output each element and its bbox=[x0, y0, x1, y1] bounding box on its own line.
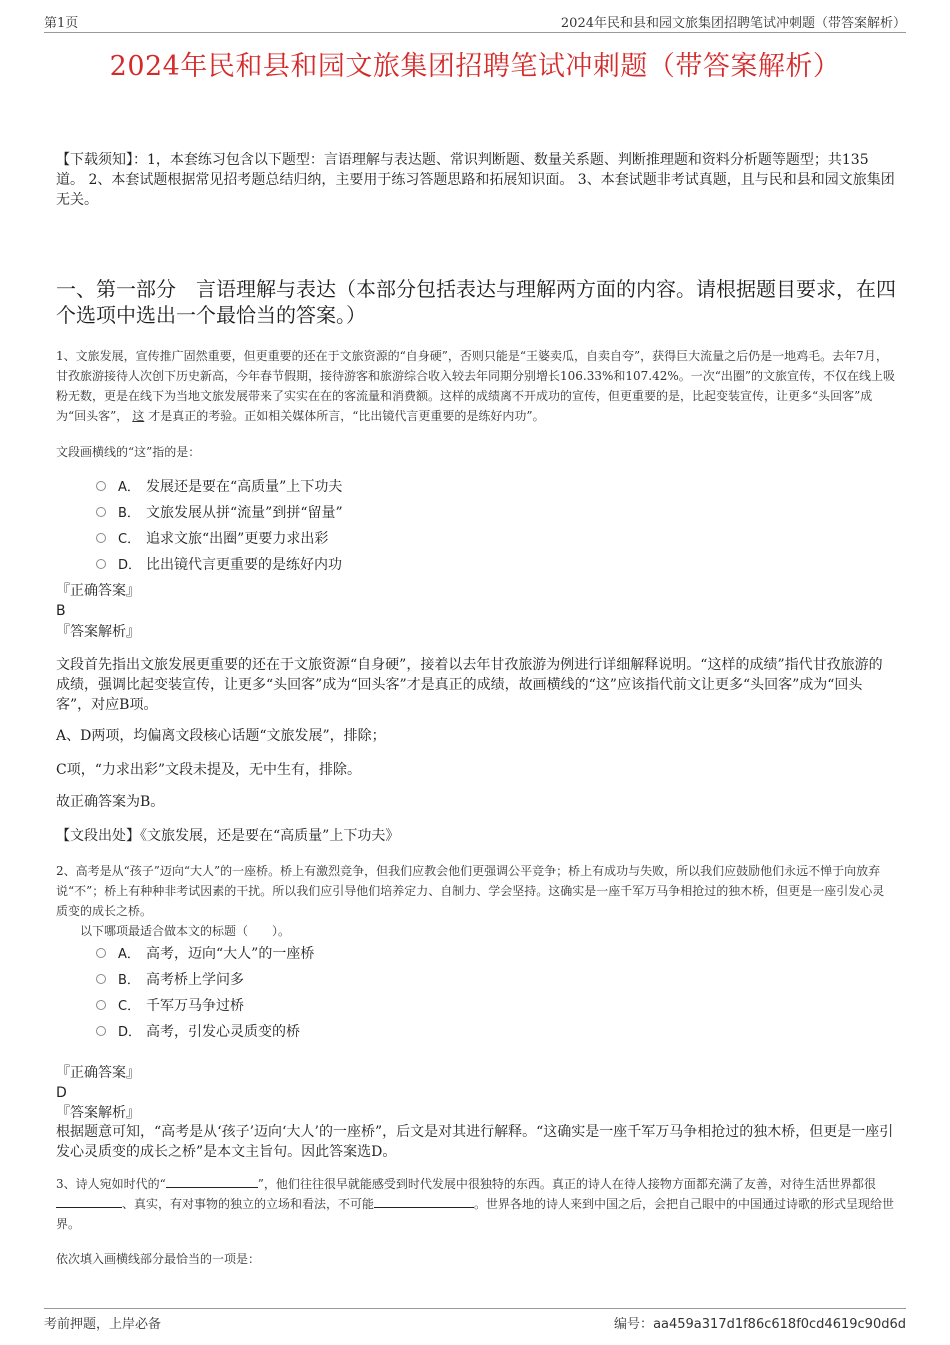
download-notice: 【下载须知】：1，本套练习包含以下题型：言语理解与表达题、常识判断题、数量关系题、判断推理题和资料分析题等题型；共135道。 2、本套试题根据常见招考题总结归纳，主要用于练习答题思路和拓展知识面。 3、本套试题非考试真题，且与民和县和园文旅集团无关。 bbox=[56, 152, 895, 208]
radio-icon[interactable] bbox=[96, 974, 106, 984]
q3-blank-2 bbox=[56, 1195, 122, 1208]
q3-passage: 3、诗人宛如时代的“ ”，他们往往很早就能感受到时代发展中很独特的东西。真正的诗人在待人接物方面都充满了友善，对待生活世界都很、真实，有对事物的独立的立场和看法，不可能 。世界各地的诗人来到中国之后，会把自己眼中的中国通过诗歌的形式呈现给世界。 bbox=[56, 1177, 895, 1231]
radio-icon[interactable] bbox=[96, 507, 106, 517]
footer-slogan: 考前押题，上岸必备 bbox=[44, 1317, 162, 1332]
q1-source: 【文段出处】《文旅发展，还是要在“高质量”上下功夫》 bbox=[56, 828, 400, 844]
q2-analysis-label: 『答案解析』 bbox=[56, 1105, 140, 1121]
radio-icon[interactable] bbox=[96, 533, 106, 543]
header-page-number: 第1页 bbox=[44, 16, 79, 31]
q2-answer: D bbox=[56, 1085, 67, 1101]
q2-option-a[interactable]: A． 高考，迈向“大人”的一座桥 bbox=[96, 944, 314, 964]
footer-code bbox=[614, 1313, 906, 1332]
q1-passage bbox=[56, 346, 896, 426]
q3-blank-1 bbox=[166, 1175, 258, 1188]
header-doc-title: 2024年民和县和园文旅集团招聘笔试冲刺题（带答案解析） bbox=[560, 16, 906, 31]
q2-analysis: 根据题意可知，“高考是从‘孩子’迈向‘大人’的一座桥”，后文是对其进行解释。“这确实是一座千军万马争相抢过的独木桥，但更是一座引发心灵质变的成长之桥”是本文主旨句。因此答案选D。 bbox=[56, 1124, 894, 1160]
q2-option-c[interactable]: C． 千军万马争过桥 bbox=[96, 996, 244, 1016]
q2-option-b[interactable]: B． 高考桥上学问多 bbox=[96, 970, 244, 990]
q1-answer-label: 『正确答案』 bbox=[56, 583, 140, 599]
radio-icon[interactable] bbox=[96, 1000, 106, 1010]
q3-prompt: 依次填入画横线部分最恰当的一项是： bbox=[56, 1252, 261, 1266]
q2-option-d[interactable]: D． 高考，引发心灵质变的桥 bbox=[96, 1022, 300, 1042]
q1-option-c[interactable]: C． 追求文旅“出圈”更要力求出彩 bbox=[96, 529, 328, 549]
q1-analysis-label: 『答案解析』 bbox=[56, 624, 140, 640]
radio-icon[interactable] bbox=[96, 559, 106, 569]
q1-underlined-word: 这 bbox=[132, 409, 145, 423]
q2-passage: 2、高考是从“孩子”迈向“大人”的一座桥。桥上有激烈竞争，但我们应教会他们更强调公平竞争；桥上有成功与失败，所以我们应鼓励他们永远不惮于向放弃说“不”；桥上有种种非考试因素的干扰。所以我们应引导他们培养定力、自制力、学会坚持。这确实是一座千军万马争相抢过的独木桥，但更是一座引发心灵质变的成长之桥。 bbox=[56, 864, 885, 918]
q1-analysis-para: 文段首先指出文旅发展更重要的还在于文旅资源“自身硬”，接着以去年甘孜旅游为例进行详细解释说明。“这样的成绩”指代甘孜旅游的成绩，强调比起变装宣传，让更多“头回客”成为“回头客”才是真正的成绩，故画横线的“这”应该指代前文让更多“头回客”成为“回头客”，对应B项。 bbox=[56, 657, 883, 713]
q1-analysis-conclusion: 故正确答案为B。 bbox=[56, 794, 165, 810]
q1-passage-before: 1、文旅发展，宣传推广固然重要，但更重要的还在于文旅资源的“自身硬”，否则只能是“王婆卖瓜，自卖自夸”，获得巨大流量之后仍是一地鸡毛。去年7月，甘孜旅游接待人次创下历史新高，今年春节假期，接待游客和旅游综合收入较去年同期分别增长106.33%和107.42%。一次“出圈”的文旅宣传，不仅在线上吸粉无数，更是在线下为当地文旅发展带来了实实在在的客流量和消费额。这样的成绩离不开成功的宣传，但更重要的是，比起变装宣传，让更多“头回客”成为“回头客”， bbox=[56, 349, 896, 423]
radio-icon[interactable] bbox=[96, 948, 106, 958]
q1-option-b[interactable]: B． 文旅发展从拼“流量”到拼“留量” bbox=[96, 503, 343, 523]
footer-code-value: aa459a317d1f86c618f0cd4619c90d6d bbox=[653, 1317, 906, 1332]
q1-passage-after: 才是真正的考验。正如相关媒体所言，“比出镜代言更重要的是练好内功”。 bbox=[148, 409, 545, 423]
page-title: 2024年民和县和园文旅集团招聘笔试冲刺题（带答案解析） bbox=[109, 51, 841, 82]
q1-analysis-ad: A、D两项，均偏离文段核心话题“文旅发展”，排除； bbox=[56, 728, 386, 744]
q2-answer-label: 『正确答案』 bbox=[56, 1065, 140, 1081]
q3-blank-3 bbox=[374, 1195, 474, 1208]
radio-icon[interactable] bbox=[96, 1026, 106, 1036]
q1-prompt: 文段画横线的“这”指的是： bbox=[56, 445, 201, 459]
footer-divider bbox=[44, 1308, 906, 1309]
q1-option-d[interactable]: D． 比出镜代言更重要的是练好内功 bbox=[96, 555, 342, 575]
footer-code-label: 编号： bbox=[614, 1317, 654, 1332]
q1-option-a[interactable]: A． 发展还是要在“高质量”上下功夫 bbox=[96, 477, 342, 497]
q1-answer: B bbox=[56, 603, 66, 619]
radio-icon[interactable] bbox=[96, 481, 106, 491]
q2-prompt: 以下哪项最适合做本文的标题（ ）。 bbox=[80, 924, 291, 938]
section-heading: 一、第一部分 言语理解与表达（本部分包括表达与理解两方面的内容。请根据题目要求，在四个选项中选出一个最恰当的答案。） bbox=[56, 277, 896, 327]
q1-analysis-c: C项，“力求出彩”文段未提及，无中生有，排除。 bbox=[56, 762, 362, 778]
header-divider bbox=[44, 32, 906, 33]
